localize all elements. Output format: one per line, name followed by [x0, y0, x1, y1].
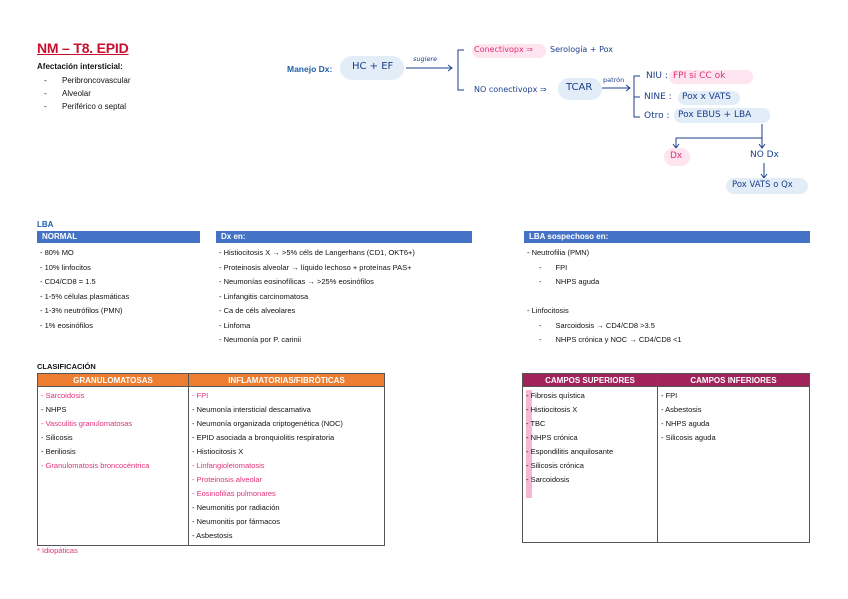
campos-table — [522, 373, 810, 543]
dx-en-header: Dx en: — [216, 231, 472, 243]
list-item: - Linfangioleiomatosis — [192, 461, 265, 470]
normal-list — [40, 246, 129, 333]
nine-value: Pox x VATS — [682, 92, 731, 102]
list-item: - 1-3% neutrófilos (PMN) — [40, 306, 123, 315]
list-item: - FPI — [539, 262, 568, 272]
list-item: - 80% MO — [40, 248, 74, 257]
sospechoso-list — [527, 246, 682, 348]
page-title: NM – T8. EPID — [37, 40, 129, 56]
list-item: - Neumonía por P. carinii — [219, 335, 301, 344]
list-item: - Eosinofilias pulmonares — [192, 489, 276, 498]
list-item: - Espondilitis anquilosante — [526, 447, 614, 456]
list-item: - Silicosis — [41, 433, 73, 442]
inflamatorias-header: INFLAMATORIAS/FIBRÓTICAS — [189, 374, 385, 387]
list-item: - EPID asociada a bronquiolitis respiratoria — [192, 433, 335, 442]
campos-inferiores-cell — [658, 387, 810, 543]
afectacion-heading: Afectación intersticial: — [37, 62, 123, 71]
list-item: - Beriliosis — [41, 447, 76, 456]
granulomatosas-header: GRANULOMATOSAS — [38, 374, 189, 387]
list-item: - FPI — [661, 391, 678, 400]
pox-vats-text: Pox VATS o Qx — [732, 180, 793, 190]
nine-label: NINE : — [644, 92, 672, 102]
clasificacion-table — [37, 373, 385, 546]
list-item: - Linfoma — [219, 320, 251, 330]
list-item: - Neutrofilia (PMN) — [527, 248, 590, 257]
list-item: - Silicosis crónica — [526, 461, 584, 470]
dx-en-list — [219, 246, 415, 348]
conectivo-text: Conectivopx ⇒ — [474, 45, 533, 54]
granulomatosas-cell — [38, 387, 189, 546]
otro-value: Pox EBUS + LBA — [678, 110, 752, 120]
list-item: - Histiocitosis X → >5% céls de Langerhans (CD1, OKT6+) — [219, 248, 415, 257]
sospechoso-header: LBA sospechoso en: — [524, 231, 810, 243]
list-item: - FPI — [192, 391, 209, 400]
list-item: - Histiocitosis X — [192, 447, 244, 456]
list-item: - Alveolar — [44, 89, 91, 98]
list-item: - Sarcoidosis — [526, 475, 570, 484]
niu-label: NIU : — [646, 71, 668, 81]
normal-header: NORMAL — [37, 231, 200, 243]
list-item: - Neumonía organizada criptogenética (NOC) — [192, 419, 343, 428]
niu-value: FPI si CC ok — [673, 71, 726, 81]
list-item: - NHPS aguda — [661, 419, 710, 428]
sugiere-text: sugiere — [413, 55, 438, 63]
list-item: - Peribroncovascular — [44, 76, 131, 85]
list-item: - Periférico o septal — [44, 102, 127, 111]
dx-text: Dx — [670, 151, 683, 161]
campos-inferiores-header: CAMPOS INFERIORES — [658, 374, 810, 387]
campos-superiores-cell — [523, 387, 658, 543]
list-item: - NHPS — [41, 405, 67, 414]
list-item: - Vasculitis granulomatosas — [41, 419, 133, 428]
tcar-text: TCAR — [566, 82, 593, 93]
no-conectivo-text: NO conectivopx ⇒ — [474, 85, 547, 94]
list-item: - NHPS aguda — [539, 277, 600, 286]
clasificacion-label: CLASIFICACIÓN — [37, 362, 96, 371]
list-item: - NHPS crónica — [526, 433, 578, 442]
list-item: - Silicosis aguda — [661, 433, 716, 442]
otro-label: Otro : — [644, 111, 670, 121]
list-item: - NHPS crónica y NOC → CD4/CD8 <1 — [539, 335, 682, 344]
lba-label: LBA — [37, 220, 54, 229]
list-item: - Neumonitis por radiación — [192, 503, 280, 512]
list-item: - Neumonía intersticial descamativa — [192, 405, 311, 414]
list-item: - 1% eosinófilos — [40, 320, 93, 330]
list-item: - Ca de céls alveolares — [219, 306, 296, 315]
list-item: - Asbestosis — [192, 531, 233, 540]
list-item: - CD4/CD8 = 1.5 — [40, 277, 96, 286]
inflamatorias-cell — [189, 387, 385, 546]
list-item: - Linfocitosis — [527, 306, 569, 315]
idiopaticas-note: * Idiopáticas — [37, 546, 78, 555]
list-item: - Granulomatosis broncocéntrica — [41, 461, 150, 470]
list-item: - 1-5% células plasmáticas — [40, 291, 130, 301]
list-item: - Sarcoidosis — [41, 391, 85, 400]
list-item: - 10% linfocitos — [40, 262, 91, 272]
list-item: - Proteinosis alveolar → líquido lechoso + proteínas PAS+ — [219, 262, 412, 272]
patron-text: patrón — [603, 76, 625, 84]
list-item: - Fibrosis quística — [526, 391, 585, 400]
list-item: - TBC — [526, 419, 546, 428]
list-item: - Sarcoidosis → CD4/CD8 >3.5 — [539, 320, 655, 330]
serologia-text: Serología + Pox — [550, 45, 614, 54]
list-item: - Neumonías eosinofílicas → >25% eosinófilos — [219, 277, 374, 286]
list-item: - Histiocitosis X — [526, 405, 578, 414]
no-dx-text: NO Dx — [750, 150, 779, 160]
list-item: - Proteinosis alveolar — [192, 475, 263, 484]
list-item: - Linfangitis carcinomatosa — [219, 291, 309, 301]
campos-superiores-header: CAMPOS SUPERIORES — [523, 374, 658, 387]
manejo-label: Manejo Dx: — [287, 64, 333, 74]
list-item: - Asbestosis — [661, 405, 702, 414]
list-item: - Neumonitis por fármacos — [192, 517, 280, 526]
hc-ef-text: HC + EF — [352, 61, 394, 72]
